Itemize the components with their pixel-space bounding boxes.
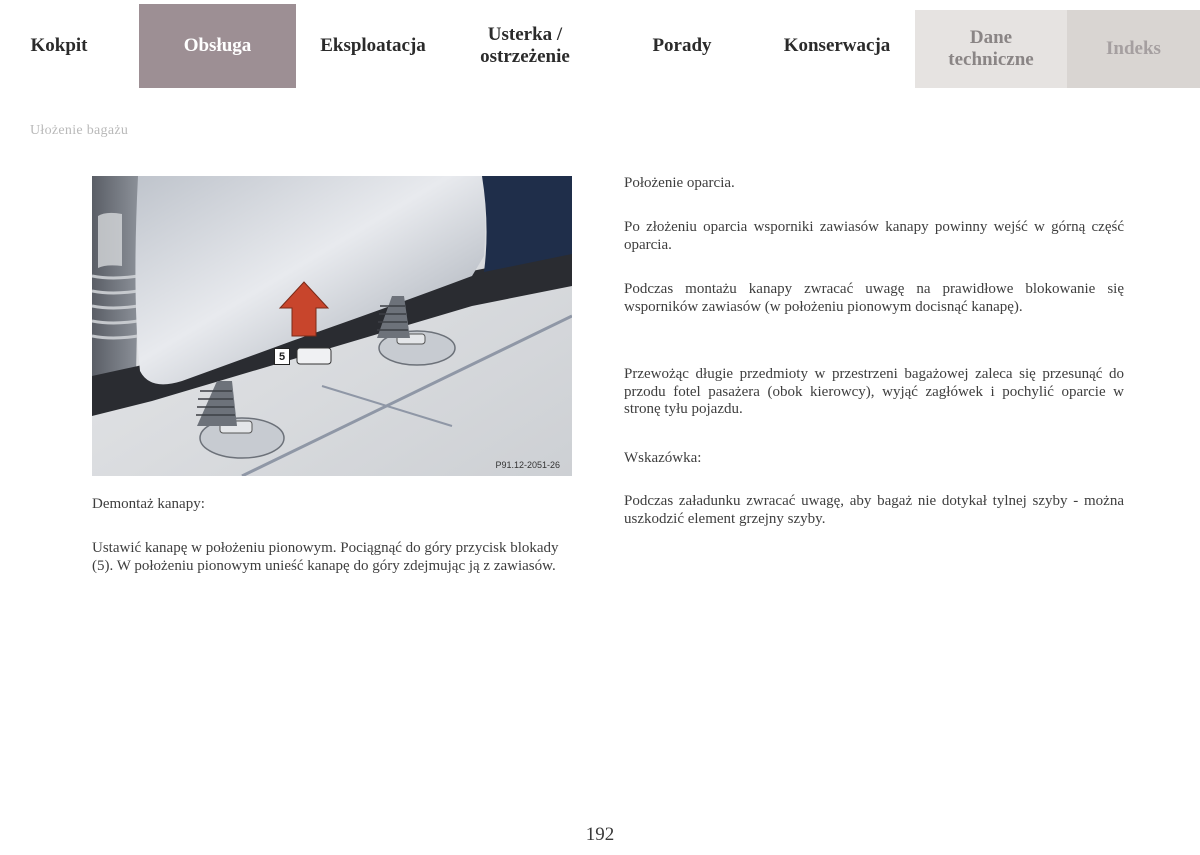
seat-hinge-illustration — [92, 176, 572, 476]
tab-porady[interactable] — [612, 4, 752, 88]
side-trim-panel — [92, 176, 140, 391]
tab-label: Indeks — [1106, 38, 1161, 59]
backrest-position-heading: Położenie oparcia. — [624, 175, 735, 191]
chapter-navigation — [0, 0, 1200, 92]
tab-label: Konserwacja — [783, 35, 891, 56]
tab-konserwacja[interactable] — [763, 4, 911, 88]
tab-label-line1: Dane — [969, 27, 1013, 48]
lock-button — [297, 348, 331, 364]
removal-instructions: Ustawić kanapę w położeniu pionowym. Pociągnąć do góry przycisk blokady (5). W położeniu pionowym unieść kanapę do góry zdejmując ją z zawiasów. — [92, 540, 559, 574]
tab-label: Obsługa — [183, 35, 252, 56]
tab-label-line1: Usterka / — [487, 24, 563, 45]
tab-label-line2: ostrzeżenie — [480, 46, 570, 67]
tab-kokpit[interactable] — [0, 4, 118, 88]
section-title: Ułożenie bagażu — [30, 123, 129, 138]
loading-warning: Podczas załadunku zwracać uwagę, aby bagaż nie dotykał tylnej szyby - można uszkodzić element grzejny szyby. — [624, 493, 1124, 527]
figure-code: P91.12-2051-26 — [495, 460, 560, 470]
tab-usterka-ostrzezenie[interactable] — [455, 4, 595, 88]
callout-number: 5 — [274, 348, 290, 365]
removal-heading: Demontaż kanapy: — [92, 496, 205, 512]
page-number: 192 — [585, 824, 615, 845]
long-items-note: Przewożąc długie przedmioty w przestrzeni bagażowej zaleca się przesunąć do przodu fotel pasażera (obok kierowcy), wyjąć zagłówek i pochylić oparcie w stronę tyłu pojazdu. — [624, 366, 1124, 417]
hint-heading: Wskazówka: — [624, 450, 702, 466]
tab-label: Eksploatacja — [320, 35, 426, 56]
tab-obsluga[interactable] — [139, 4, 296, 88]
tab-eksploatacja[interactable] — [300, 4, 446, 88]
tab-label: Kokpit — [30, 35, 88, 56]
backrest-folding-note: Po złożeniu oparcia wsporniki zawiasów kanapy powinny wejść w górną część oparcia. — [624, 219, 1124, 253]
tab-label-line2: techniczne — [948, 49, 1034, 70]
tab-label: Porady — [652, 35, 712, 56]
tab-indeks[interactable] — [1067, 10, 1200, 88]
illustration-drawing — [92, 176, 572, 476]
side-trim-recess — [98, 213, 122, 268]
mounting-note: Podczas montażu kanapy zwracać uwagę na prawidłowe blokowanie się wsporników zawiasów (w położeniu pionowym docisnąć kanapę). — [624, 281, 1124, 315]
tab-dane-techniczne[interactable] — [915, 10, 1067, 88]
